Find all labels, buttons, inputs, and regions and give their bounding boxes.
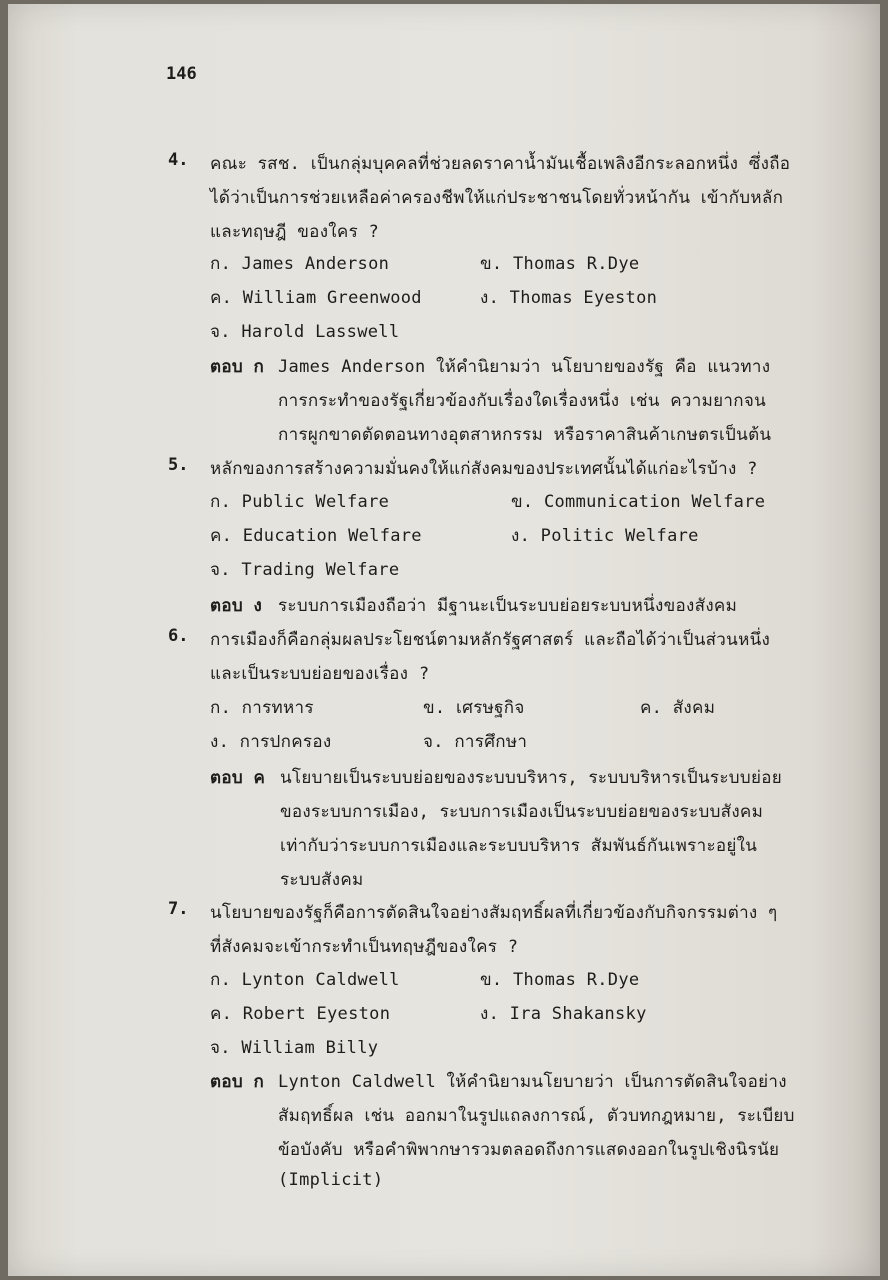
choice: ข. Thomas R.Dye	[480, 254, 640, 274]
choice: ค. William Greenwood	[210, 288, 422, 308]
choice: ง. การปกครอง	[210, 732, 332, 752]
choice: ค. Robert Eyeston	[210, 1004, 391, 1024]
question-text-line: และเป็นระบบย่อยของเรื่อง ?	[210, 664, 430, 684]
question-text-line: ที่สังคมจะเข้ากระทำเป็นทฤษฎีของใคร ?	[210, 937, 519, 957]
answer-label: ตอบ ค	[210, 768, 266, 788]
answer-text-line: การผูกขาดตัดตอนทางอุตสาหกรรม หรือราคาสินค้าเกษตรเป็นต้น	[278, 425, 772, 445]
answer-label: ตอบ ง	[210, 596, 263, 616]
answer-text-line: การกระทำของรัฐเกี่ยวข้องกับเรื่องใดเรื่องหนึ่ง เช่น ความยากจน	[278, 391, 767, 411]
choice: ข. Communication Welfare	[511, 492, 766, 512]
question-number: 7.	[168, 899, 189, 919]
answer-text-line: สัมฤทธิ์ผล เช่น ออกมาในรูปแถลงการณ์, ตัวบทกฎหมาย, ระเบียบ	[278, 1106, 795, 1126]
document-page	[8, 4, 880, 1276]
answer-text-line: เท่ากับว่าระบบการเมืองและระบบบริหาร สัมพันธ์กันเพราะอยู่ใน	[280, 836, 758, 856]
choice: จ. Trading Welfare	[210, 560, 400, 580]
question-text-line: ได้ว่าเป็นการช่วยเหลือค่าครองชีพให้แก่ประชาชนโดยทั่วหน้ากัน เข้ากับหลัก	[210, 188, 784, 208]
question-number: 6.	[168, 626, 189, 646]
choice: ก. Lynton Caldwell	[210, 970, 400, 990]
choice: ก. การทหาร	[210, 698, 314, 718]
answer-text-line: ของระบบการเมือง, ระบบการเมืองเป็นระบบย่อยของระบบสังคม	[280, 802, 764, 822]
choice: ข. Thomas R.Dye	[480, 970, 640, 990]
answer-text-line: ระบบสังคม	[280, 870, 364, 890]
choice: จ. William Billy	[210, 1038, 379, 1058]
choice: ก. James Anderson	[210, 254, 390, 274]
choice: ง. Politic Welfare	[511, 526, 699, 546]
choice: ค. Education Welfare	[210, 526, 422, 546]
answer-label: ตอบ ก	[210, 1072, 265, 1092]
page-number: 146	[166, 64, 197, 84]
question-text-line: หลักของการสร้างความมั่นคงให้แก่สังคมของประเทศนั้นได้แก่อะไรบ้าง ?	[210, 459, 758, 479]
choice: ง. Ira Shakansky	[480, 1004, 647, 1024]
choice: ง. Thomas Eyeston	[480, 288, 658, 308]
answer-text-line: (Implicit)	[278, 1170, 384, 1190]
question-text-line: คณะ รสช. เป็นกลุ่มบุคคลที่ช่วยลดราคาน้ำมันเชื้อเพลิงอีกระลอกหนึ่ง ซึ่งถือ	[210, 154, 791, 174]
choice: จ. การศึกษา	[423, 732, 528, 752]
answer-text-line: นโยบายเป็นระบบย่อยของระบบบริหาร, ระบบบริหารเป็นระบบย่อย	[280, 768, 783, 788]
choice: ข. เศรษฐกิจ	[423, 698, 525, 718]
choice: ค. สังคม	[640, 698, 716, 718]
question-number: 5.	[168, 455, 189, 475]
answer-label: ตอบ ก	[210, 357, 265, 377]
question-text-line: การเมืองก็คือกลุ่มผลประโยชน์ตามหลักรัฐศาสตร์ และถือได้ว่าเป็นส่วนหนึ่ง	[210, 630, 771, 650]
question-text-line: และทฤษฎี ของใคร ?	[210, 222, 380, 242]
answer-text-line: ข้อบังคับ หรือคำพิพากษารวมตลอดถึงการแสดงออกในรูปเชิงนิรนัย	[278, 1140, 780, 1160]
answer-text-line: ระบบการเมืองถือว่า มีฐานะเป็นระบบย่อยระบบหนึ่งของสังคม	[278, 596, 738, 616]
answer-text-line: Lynton Caldwell ให้คำนิยามนโยบายว่า เป็นการตัดสินใจอย่าง	[278, 1072, 787, 1092]
choice: จ. Harold Lasswell	[210, 322, 400, 342]
answer-text-line: James Anderson ให้คำนิยามว่า นโยบายของรัฐ คือ แนวทาง	[278, 357, 771, 377]
question-text-line: นโยบายของรัฐก็คือการตัดสินใจอย่างสัมฤทธิ์ผลที่เกี่ยวข้องกับกิจกรรมต่าง ๆ	[210, 903, 778, 923]
choice: ก. Public Welfare	[210, 492, 390, 512]
question-number: 4.	[168, 150, 189, 170]
